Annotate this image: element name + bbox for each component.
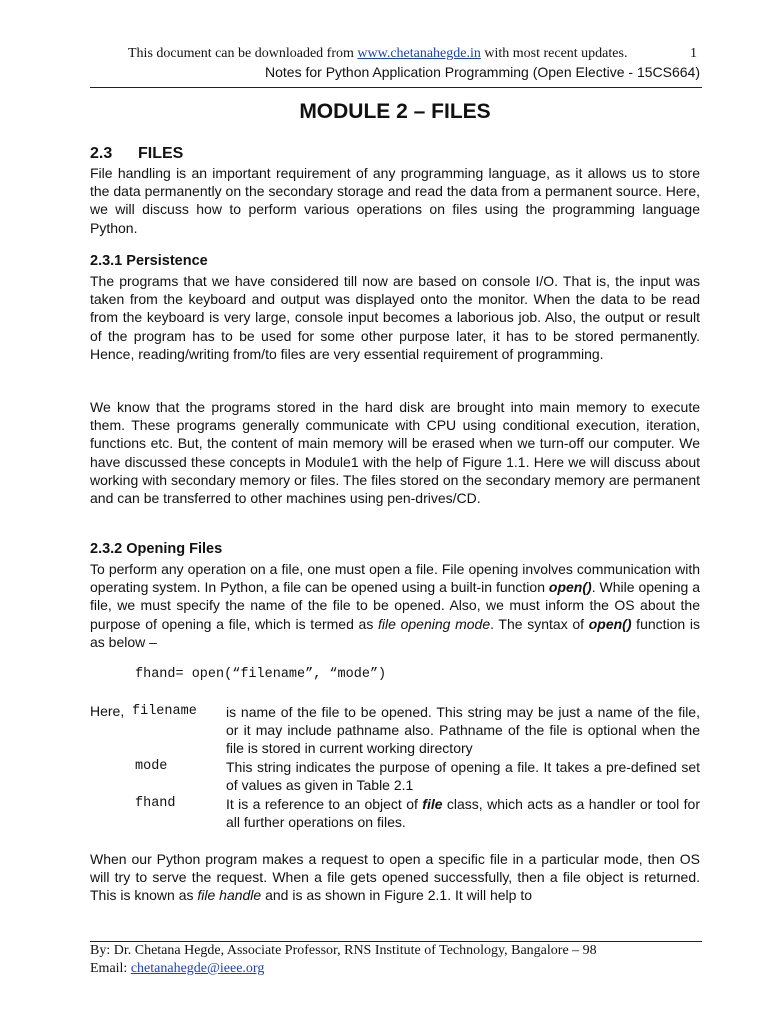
section-heading xyxy=(90,145,183,163)
persistence-heading: 2.3.1 Persistence xyxy=(90,253,208,269)
email-link[interactable]: chetanahegde@ieee.org xyxy=(130,961,265,976)
file-class-term: file xyxy=(422,796,443,812)
persistence-paragraph-1: The programs that we have considered till now are based on console I/O. That is, the input was taken from the keyboard and output was displayed onto the monitor. When the data to be read from the keyboard is very large, console input becomes a laborious job. Also, the output or result of the program has to be used for some other purpose later, it has to be stored permanently. Hence, reading/writing from/to files are very essential requirement of programming. xyxy=(90,273,700,362)
term-filename: filename xyxy=(132,704,197,719)
download-prefix: This document can be downloaded from xyxy=(128,46,358,61)
footer-rule xyxy=(90,941,702,942)
course-line: Notes for Python Application Programming (Open Elective - 15CS664) xyxy=(265,64,700,80)
term-fhand: fhand xyxy=(135,796,176,811)
persistence-paragraph-2: We know that the programs stored in the hard disk are brought into main memory to execute them. These programs generally communicate with CPU using conditional execution, iteration, functions etc. But, the content of main memory will be erased when we turn-off our computer. We have discussed these concepts in Module1 with the help of Figure 1.1. Here we will discuss about working with secondary memory or files. The files stored on the secondary memory are permanent and can be transferred to other machines using pen-drives/CD. xyxy=(90,399,700,507)
section-number: 2.3 xyxy=(90,145,113,162)
text-run: When our Python program makes a request to open a specific file in a particular mode, then OS will try to serve the request. When a file gets opened successfully, then a file object is returned. This is known as xyxy=(90,851,700,904)
file-handle-term: file handle xyxy=(197,887,262,904)
syntax-code: fhand= open(“filename”, “mode”) xyxy=(135,667,387,682)
website-link[interactable]: www.chetanahegde.in xyxy=(357,46,481,61)
section-heading-text: FILES xyxy=(138,145,184,162)
text-run: function is as below – xyxy=(90,615,700,650)
here-label: Here, xyxy=(90,703,125,719)
file-opening-mode-term: file opening mode xyxy=(378,615,491,632)
text-run: It is a reference to an object of xyxy=(226,796,423,812)
term-mode: mode xyxy=(135,759,168,774)
desc-mode: This string indicates the purpose of opening a file. It takes a pre-defined set of values as given in Table 2.1 xyxy=(226,759,700,794)
email-label: Email: xyxy=(90,961,131,976)
page-number: 1 xyxy=(690,46,697,61)
desc-fhand xyxy=(226,795,700,831)
opening-files-paragraph xyxy=(90,560,700,651)
text-run: and is as shown in Figure 2.1. It will help to xyxy=(261,887,533,904)
open-function-ref: open() xyxy=(588,615,632,632)
download-suffix: with most recent updates. xyxy=(480,46,628,61)
desc-filename: is name of the file to be opened. This string may be just a name of the file, or it may include pathname also. Pathname of the file is optional when the file is stored in current working directory xyxy=(226,704,700,757)
text-run: To perform any operation on a file, one must open a file. File opening involves communication with operating system. In Python, a file can be opened using a built-in function xyxy=(90,561,700,596)
file-handle-paragraph xyxy=(90,850,700,905)
download-notice xyxy=(128,46,627,62)
open-function-ref: open() xyxy=(548,579,592,596)
text-run: class, which acts as a handler or tool for all further operations on files. xyxy=(226,796,700,831)
footer-email xyxy=(90,961,264,977)
section-intro: File handling is an important requirement of any programming language, as it allows us to store the data permanently on the secondary storage and read the data from a permanent source. Here, we will discuss how to perform various operations on files using the programming language Python. xyxy=(90,165,700,236)
text-run: . While opening a file, we must specify the name of the file to be opened. Also, we must inform the OS about the purpose of opening a file, which is termed as xyxy=(90,579,700,632)
author-byline: By: Dr. Chetana Hegde, Associate Professor, RNS Institute of Technology, Bangalore – 98 xyxy=(90,943,597,958)
page-title: MODULE 2 – FILES xyxy=(299,100,491,123)
opening-files-heading: 2.3.2 Opening Files xyxy=(90,541,223,557)
text-run: . The syntax of xyxy=(490,615,589,632)
header-rule xyxy=(90,87,702,88)
